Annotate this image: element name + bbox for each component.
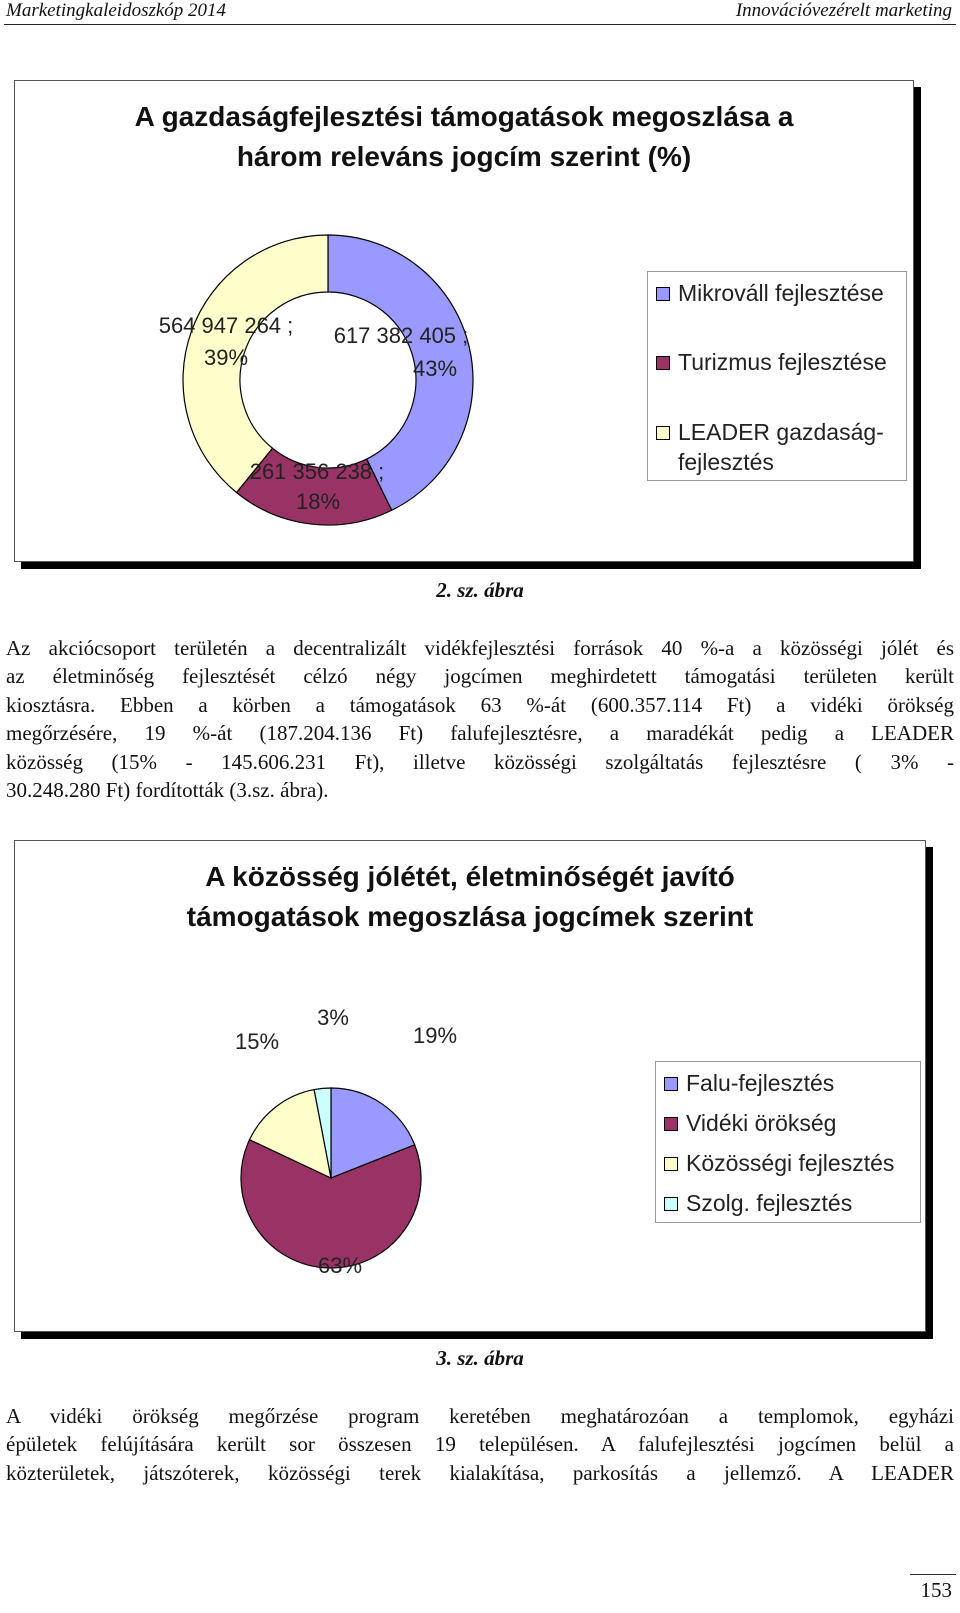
chart-1-label-3-line-2: 39% <box>203 345 249 370</box>
running-header-left: Marketingkaleidoszkóp 2014 <box>6 0 227 21</box>
chart-1-label-3-line-1: 564 947 264 ; <box>158 313 294 338</box>
legend-item-mikrovall <box>656 278 884 308</box>
chart-2-frame <box>14 840 926 1332</box>
paragraph-1 <box>6 634 954 804</box>
paragraph-2-line: épületek felújítására került sor összesen 19 településen. A falufejlesztési jogcímen belül a <box>6 1432 954 1457</box>
paragraph-1-line: az életminőség fejlesztését célzó négy jogcímen meghirdetett támogatási területen került <box>6 664 954 689</box>
paragraph-2-line: A vidéki örökség megőrzése program keretében meghatározóan a templomok, egyházi <box>6 1404 954 1428</box>
legend-item-kozossegi <box>664 1148 894 1178</box>
paragraph-1-line: 30.248.280 Ft) fordították (3.sz. ábra). <box>6 778 329 803</box>
chart-1-frame <box>14 80 914 562</box>
paragraph-2-line: közterületek, játszóterek, közösségi terek kialakítása, parkosítás a jellemző. A LEADER <box>6 1460 954 1485</box>
chart-2-legend <box>655 1061 921 1223</box>
chart-2-label-szolg: 3% <box>317 1005 349 1030</box>
chart-1-label-1-line-1: 617 382 405 ; <box>333 323 469 348</box>
legend-label-kozossegi: Közösségi fejlesztés <box>686 1150 895 1176</box>
figure-caption-2: 2. sz. ábra <box>436 578 524 602</box>
legend-item-leader <box>656 417 884 477</box>
legend-swatch-videki <box>664 1117 678 1131</box>
legend-label-mikrovall: Mikrováll fejlesztése <box>678 280 884 306</box>
legend-label-szolg: Szolg. fejlesztés <box>686 1190 853 1216</box>
legend-swatch-falu <box>664 1077 678 1091</box>
figure-caption-3: 3. sz. ábra <box>436 1346 524 1370</box>
legend-label-leader <box>678 417 884 477</box>
paragraph-1-line: közösség (15% - 145.606.231 Ft), illetve közösségi szolgáltatás fejlesztésre ( 3% - <box>6 749 954 774</box>
page-number: 153 <box>920 1578 952 1602</box>
chart-2-label-falu: 19% <box>412 1023 458 1048</box>
legend-swatch-turizmus <box>656 356 670 370</box>
chart-1-label-2-line-1: 261 356 238 ; <box>249 459 385 484</box>
legend-label-turizmus: Turizmus fejlesztése <box>678 349 887 375</box>
legend-item-videki <box>664 1108 836 1138</box>
legend-label-leader-line-2: fejlesztés <box>678 449 774 475</box>
legend-item-szolg <box>664 1188 852 1218</box>
paragraph-1-line: Az akciócsoport területén a decentralizált vidékfejlesztési források 40 %-a a közösségi jólét és <box>6 636 954 660</box>
chart-1-title-line-1: A gazdaságfejlesztési támogatások megoszlása a <box>134 101 794 132</box>
legend-item-turizmus <box>656 347 887 377</box>
legend-label-leader-line-1: LEADER gazdaság- <box>678 419 884 445</box>
legend-label-videki: Vidéki örökség <box>686 1110 837 1136</box>
paragraph-1-line: kiosztásra. Ebben a körben a támogatások 63 %-át (600.357.114 Ft) a vidéki örökség <box>6 692 954 717</box>
legend-label-falu: Falu-fejlesztés <box>686 1070 835 1096</box>
legend-swatch-szolg <box>664 1197 678 1211</box>
paragraph-1-line: megőrzésére, 19 %-át (187.204.136 Ft) falufejlesztésre, a maradékát pedig a LEADER <box>6 721 954 746</box>
chart-1-legend <box>647 271 907 481</box>
legend-item-falu <box>664 1068 834 1098</box>
header-rule <box>4 24 956 25</box>
chart-1-label-2-line-2: 18% <box>295 489 341 514</box>
paragraph-2 <box>6 1402 954 1487</box>
chart-1-title-line-2: három releváns jogcím szerint (%) <box>236 141 692 172</box>
legend-swatch-kozossegi <box>664 1157 678 1171</box>
chart-2-title-line-1: A közösség jólétét, életminőségét javító <box>205 861 735 892</box>
running-header-right: Innovációvezérelt marketing <box>735 0 952 21</box>
legend-swatch-leader <box>656 426 670 440</box>
chart-2-title-line-2: támogatások megoszlása jogcímek szerint <box>186 901 754 932</box>
chart-2-label-kozossegi: 15% <box>234 1029 280 1054</box>
page-number-rule <box>910 1574 956 1575</box>
chart-2-label-videki: 63% <box>317 1253 363 1278</box>
legend-swatch-mikrovall <box>656 287 670 301</box>
chart-1-label-1-line-2: 43% <box>412 356 458 381</box>
